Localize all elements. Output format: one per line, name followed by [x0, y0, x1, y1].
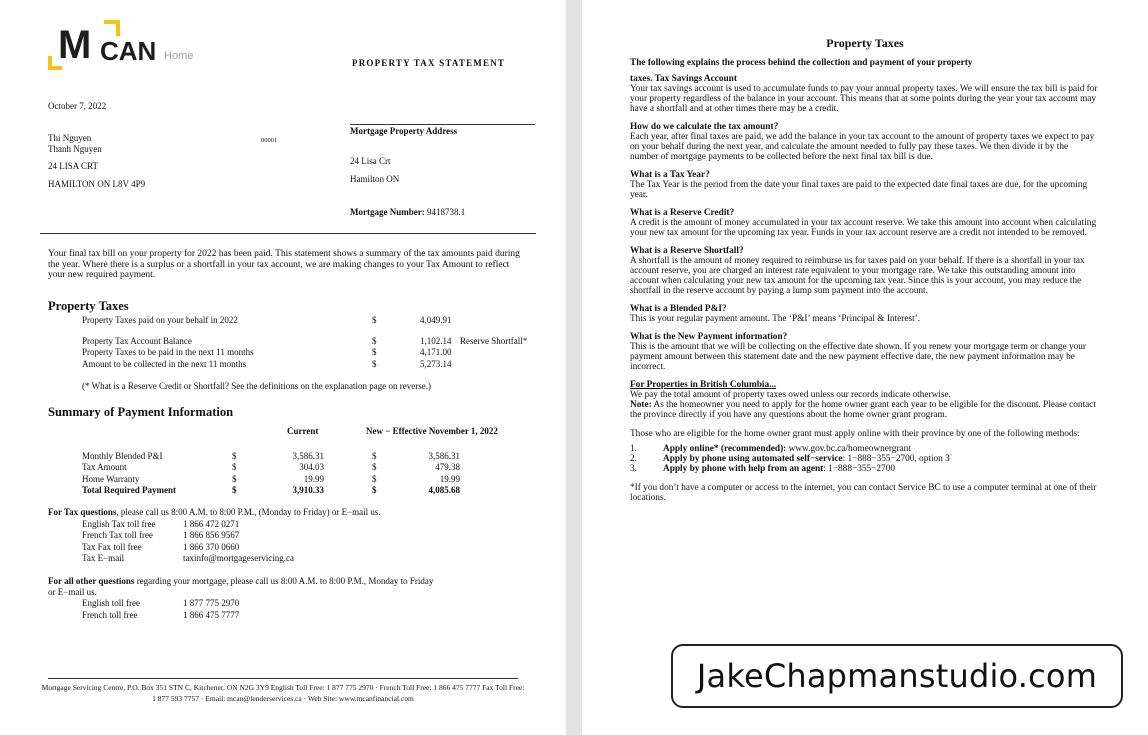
payment-row-current: 3,586.31: [292, 451, 324, 461]
address-rule: [350, 124, 535, 125]
faq-heading: What is a Tax Year?: [630, 170, 710, 180]
property-city: Hamilton ON: [350, 174, 400, 184]
tax-email-link[interactable]: taxinfo@mortgageservicing.ca: [183, 553, 294, 563]
property-taxes-title: Property Taxes: [48, 299, 129, 313]
payment-row-currency: $: [232, 474, 237, 484]
payment-row-current: 19.99: [303, 474, 324, 484]
tax-questions-text: , please call us 8:00 A.M. to 8:00 P.M., (Monday to Friday) or E−mail us.: [116, 507, 381, 517]
apply-method-item: [630, 454, 1098, 464]
method-number: 3.: [630, 464, 637, 474]
other-questions-text-2: or E−mail us.: [48, 587, 97, 597]
tax-questions-label: For Tax questions: [48, 507, 117, 517]
mortgage-address-label: Mortgage Property Address: [350, 126, 458, 136]
tax-questions-line: [48, 507, 381, 518]
contact-phone[interactable]: 1 877 775 2970: [183, 598, 240, 608]
method-title: Apply by phone with help from an agent: [663, 464, 824, 474]
bc-line: We pay the total amount of property taxes owed unless our records indicate otherwise.: [630, 390, 951, 400]
payment-row-currency: $: [372, 474, 377, 484]
payment-row-new: 19.99: [439, 474, 460, 484]
faq-heading: What is a Reserve Credit?: [630, 208, 735, 218]
contact-label: English toll free: [82, 598, 140, 608]
eligible-paragraph: Those who are eligible for the home owner grant must apply online with their province by one of the following methods:: [630, 429, 1080, 439]
tax-row-label: Property Tax Account Balance: [82, 336, 192, 346]
apply-method-item: [630, 444, 1098, 454]
apply-methods-list: [630, 444, 1098, 474]
payment-row-currency: $: [372, 451, 377, 461]
faq-answer: Each year, after final taxes are paid, we add the balance in your tax account to the amount of property taxes we expect to pay on your behalf during the next year, and calculate the amount needed to fully pay these taxes. We then divide it by the number of mortgage payments to be collected before the next final tax bill is due.: [630, 132, 1095, 162]
explanation-body: [630, 58, 1098, 503]
mortgage-number-value: 9418738.1: [426, 207, 466, 217]
payment-row-label: Home Warranty: [82, 474, 140, 484]
payment-row-currency: $: [372, 462, 377, 472]
contact-label: French Tax toll free: [82, 530, 153, 540]
contact-label: French toll free: [82, 610, 138, 620]
borrower-name-1: Thi Nguyen: [48, 133, 92, 143]
method-detail: : 1−888−355−2700: [823, 464, 896, 474]
payment-total-current: 3,910.33: [292, 485, 324, 495]
tax-row-amount: 4,049.91: [420, 315, 452, 325]
other-questions-line: [48, 576, 433, 587]
contact-phone[interactable]: 1 866 475 7777: [183, 610, 240, 620]
contact-label: Tax Fax toll free: [82, 542, 142, 552]
logo-letter-m: M: [58, 23, 92, 67]
faq-heading: How do we calculate the tax amount?: [630, 122, 779, 132]
payment-row-currency: $: [372, 485, 377, 495]
bc-note-label: Note:: [630, 400, 652, 410]
method-detail: : 1−888−355−2700, option 3: [842, 454, 950, 464]
faq-heading: What is the New Payment information?: [630, 332, 788, 342]
borrower-name-2: Thanh Nguyen: [48, 144, 102, 154]
footer-rule: [48, 678, 518, 679]
contact-fax: 1 866 370 0660: [183, 542, 240, 552]
method-number: 2.: [630, 454, 637, 464]
faq-answer: A credit is the amount of money accumulated in your tax account reserve. We take this amount into account when calculating your new tax amount for the upcoming tax year. Funds in your tax account reserve are a credit not intended to be removed.: [630, 218, 1097, 238]
payment-total-label: Total Required Payment: [82, 485, 177, 495]
method-number: 1.: [630, 444, 637, 454]
statement-heading: PROPERTY TAX STATEMENT: [352, 58, 506, 68]
intro-paragraph: Your final tax bill on your property for 2022 has been paid. This statement shows a summary of the tax amounts paid during the year. Where there is a surplus or a shortfall in your tax account, we are making changes to your Tax Amount to reflect your new required payment.: [48, 249, 520, 280]
method-detail[interactable]: www.gov.bc.ca/homeownergrant: [786, 444, 911, 454]
tax-row-label: Property Taxes to be paid in the next 11 months: [82, 347, 254, 357]
contact-phone[interactable]: 1 866 856 9567: [183, 530, 240, 540]
statement-page: [0, 0, 566, 735]
header-divider: [40, 233, 536, 234]
tax-row-label: Property Taxes paid on your behalf in 2022: [82, 315, 238, 325]
explanation-intro-2: taxes. Tax Savings Account: [630, 74, 737, 84]
bc-note-text: As the homeowner you need to apply for the home owner grant each year to be eligible for the discount. Please contact the province directly if you have any questions about the home owner grant program.: [630, 400, 1096, 420]
col-current-header: Current: [287, 426, 319, 436]
payment-row-currency: $: [232, 462, 237, 472]
method-title: Apply online* (recommended):: [663, 444, 787, 454]
payment-row-label: Monthly Blended P&I: [82, 451, 163, 461]
tax-row-currency: $: [372, 315, 377, 325]
payment-row-new: 479.38: [435, 462, 460, 472]
faq-answer: This is the amount that we will be collecting on the effective date shown. If you renew your mortgage term or change your payment amount between this statement date and the new payment effective date, the new payment information may be incorrect.: [630, 342, 1087, 372]
faq-answer: A shortfall is the amount of money required to reimburse us for taxes paid on your behalf. If there is a shortfall in your tax account reserve, you are charged an interest rate equivalent to your mortgage rate. We take this outstanding amount into account when calculating your new tax amount for the upcoming tax year. Since this is your account, you may reduce the shortfall in the reserve account by paying a lump sum payment into the account.: [630, 256, 1085, 296]
tax-row-currency: $: [372, 359, 377, 369]
contact-phone[interactable]: 1 866 472 0271: [183, 519, 240, 529]
tax-row-label: Amount to be collected in the next 11 months: [82, 359, 247, 369]
col-new-header: New − Effective November 1, 2022: [366, 426, 498, 436]
servicing-footer: Mortgage Servicing Centre, P.O. Box 351 STN C, Kitchener, ON N2G 3Y9 English Toll Free: 1 877 775 2970 · French Toll Free: 1 866 475 7777 Fax Toll Free: 1 877 593 7757 · Email: mcan@lenderservices.ca · Web Site: www.mcanfinancial.com: [41, 683, 525, 703]
mortgage-number: [350, 207, 465, 218]
faq-answer: The Tax Year is the period from the date your final taxes are paid to the expected date final taxes are due, for the upcoming year.: [630, 180, 1088, 200]
tax-row-currency: $: [372, 336, 377, 346]
payment-row-currency: $: [232, 451, 237, 461]
logo-corner-top-right: [104, 20, 120, 36]
mcan-home-logo: [48, 20, 208, 76]
contact-label: Tax E−mail: [82, 553, 125, 563]
other-questions-text: regarding your mortgage, please call us 8:00 A.M. to 8:00 P.M., Monday to Friday: [134, 576, 434, 586]
explanation-title: Property Taxes: [826, 36, 904, 50]
payment-row-new: 3,586.31: [428, 451, 460, 461]
faq-answer: This is your regular payment amount. The ‘P&I’ means ‘Principal & Interest’.: [630, 314, 921, 324]
property-street: 24 Lisa Crt: [350, 156, 391, 166]
apply-method-item: [630, 464, 1098, 474]
watermark-badge: JakeChapmanstudio.com: [671, 644, 1123, 708]
payment-row-currency: $: [232, 485, 237, 495]
reserve-footnote: (* What is a Reserve Credit or Shortfall? See the definitions on the explanation page on reverse.): [82, 381, 431, 391]
bc-note: [630, 400, 1098, 420]
reserve-shortfall-note: Reserve Shortfall*: [460, 336, 528, 346]
tax-row-amount: 5,273.14: [420, 359, 452, 369]
tax-savings-paragraph: Your tax savings account is used to accumulate funds to pay your annual property taxes. We will ensure the tax bill is paid for your property regardless of the balance in your account. This means that at some points during the year your tax account may have a shortfall and at other times there may be a credit.: [630, 84, 1098, 114]
mortgage-number-label: Mortgage Number:: [350, 207, 425, 217]
statement-date: October 7, 2022: [48, 101, 107, 111]
explanation-page: [582, 0, 1148, 735]
logo-word-can: CAN: [100, 36, 157, 66]
no-computer-paragraph: *If you don’t have a computer or access to the internet, you can contact Service BC to use a computer terminal at one of their locations.: [630, 483, 1097, 503]
tax-row-amount: 1,102.14: [420, 336, 452, 346]
payment-row-current: 304.03: [299, 462, 324, 472]
logo-word-home: Home: [164, 50, 194, 62]
explanation-intro-1: The following explains the process behind the collection and payment of your property: [630, 58, 973, 68]
payment-summary-title: Summary of Payment Information: [48, 405, 234, 419]
bc-heading: For Properties in British Columbia...: [630, 380, 777, 390]
payment-row-label: Tax Amount: [82, 462, 127, 472]
mail-code: 00001: [261, 137, 278, 144]
tax-row-amount: 4,171.00: [420, 347, 452, 357]
tax-row-currency: $: [372, 347, 377, 357]
method-title: Apply by phone using automated self−service: [663, 454, 843, 464]
faq-heading: What is a Blended P&I?: [630, 304, 727, 314]
contact-label: English Tax toll free: [82, 519, 156, 529]
payment-total-new: 4,085.68: [428, 485, 460, 495]
mailing-street: 24 LISA CRT: [48, 161, 98, 171]
mailing-city: HAMILTON ON L8V 4P9: [48, 179, 146, 189]
other-questions-label: For all other questions: [48, 576, 135, 586]
faq-heading: What is a Reserve Shortfall?: [630, 246, 744, 256]
